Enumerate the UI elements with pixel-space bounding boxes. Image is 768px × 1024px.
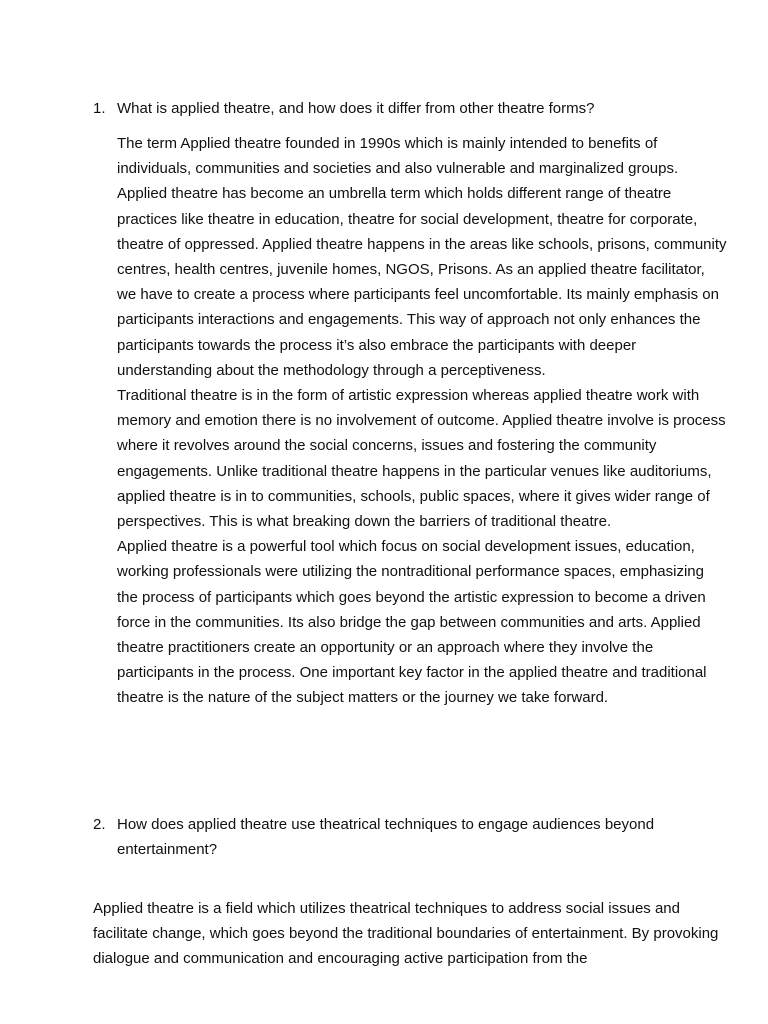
answer-1 — [117, 131, 727, 711]
question-1 — [93, 96, 703, 121]
answer-1-paragraph-3: Applied theatre is a powerful tool which focus on social development issues, education, working professionals were utilizing the nontraditional performance spaces, emphasizing the process of participants which goes beyond the artistic expression to become a driven force in the communities. Its also bridge the gap between communities and arts. Applied theatre practitioners create an opportunity or an approach where they involve the participants in the process. One important key factor in the applied theatre and traditional theatre is the nature of the subject matters or the journey we take forward. — [117, 538, 707, 707]
answer-1-paragraph-1: The term Applied theatre founded in 1990s which is mainly intended to benefits of individuals, communities and societies and also vulnerable and marginalized groups. Applied theatre has become an umbrella term which holds different range of theatre practices like theatre in education, theatre for social development, theatre for corporate, theatre of oppressed. Applied theatre happens in the areas like schools, prisons, community centres, health centres, juvenile homes, NGOS, Prisons. As an applied theatre facilitator, we have to create a process where participants feel uncomfortable. Its mainly emphasis on participants interactions and engagements. This way of approach not only enhances the participants towards the process it’s also embrace the participants with deeper understanding about the methodology through a perceptiveness. — [117, 135, 727, 379]
question-2-number: 2. — [93, 816, 106, 833]
answer-2-paragraph: Applied theatre is a field which utilizes theatrical techniques to address social issues and facilitate change, which goes beyond the traditional boundaries of entertainment. By provoking dialogue and communication and encouraging active participation from the — [93, 900, 719, 968]
answer-1-paragraph-2: Traditional theatre is in the form of artistic expression whereas applied theatre work with memory and emotion there is no involvement of outcome. Applied theatre involve is process where it revolves around the social concerns, issues and fostering the community engagements. Unlike traditional theatre happens in the particular venues like auditoriums, applied theatre is in to communities, schools, public spaces, where it gives wider range of perspectives. This is what breaking down the barriers of traditional theatre. — [117, 387, 726, 531]
question-2 — [93, 812, 703, 862]
question-1-number: 1. — [93, 100, 106, 117]
question-2-text: How does applied theatre use theatrical techniques to engage audiences beyond entertainment? — [117, 816, 655, 858]
question-1-text: What is applied theatre, and how does it differ from other theatre forms? — [117, 100, 595, 117]
